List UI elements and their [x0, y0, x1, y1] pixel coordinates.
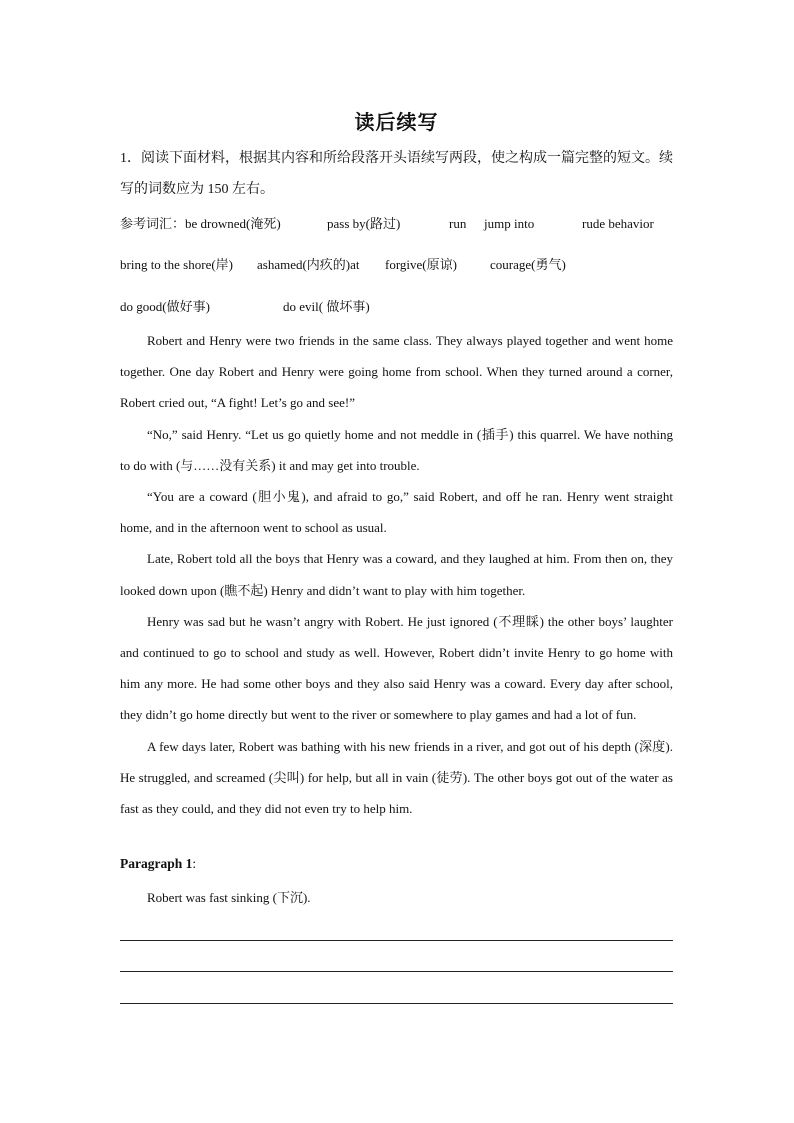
vocab-item: courage(勇气) — [490, 257, 566, 272]
vocab-item: forgive(原谅) — [385, 257, 457, 272]
writing-line[interactable] — [120, 940, 673, 941]
story-paragraph: Henry was sad but he wasn’t angry with Robert. He just ignored (不理睬) the other boys’ laughter and continued to go to school and study as well. However, Robert didn’t invite Henry to go home with him any more. He had some other boys and they also said Henry was a coward. Every day after school, they didn’t go home directly but went to the river or somewhere to play games and had a lot of fun. — [120, 613, 673, 723]
paragraph-1-colon: : — [192, 856, 197, 871]
vocab-row-3 — [120, 296, 370, 315]
vocab-row-2 — [120, 254, 566, 273]
vocab-item: do evil( 做坏事) — [283, 299, 370, 314]
paragraph-1-opening-sentence: Robert was fast sinking (下沉). — [147, 890, 311, 905]
vocab-item: do good(做好事) — [120, 299, 210, 314]
writing-line[interactable] — [120, 1003, 673, 1004]
writing-line[interactable] — [120, 971, 673, 972]
vocab-item: jump into — [484, 216, 535, 231]
vocab-item: rude behavior — [582, 216, 654, 231]
vocab-item: ashamed(内疚的)at — [257, 257, 360, 272]
story-paragraph: “You are a coward (胆小鬼), and afraid to go,” said Robert, and off he ran. Henry went straight home, and in the afternoon went to school as usual. — [120, 489, 673, 536]
vocab-item: bring to the shore(岸) — [120, 257, 234, 272]
story-paragraph: A few days later, Robert was bathing with his new friends in a river, and got out of his depth (深度). He struggled, and screamed (尖叫) for help, but all in vain (徒劳). The other boys got out of the water as fast as they could, and they did not even try to help him. — [120, 738, 673, 817]
paragraph-1-heading — [120, 856, 196, 872]
story-paragraph: “No,” said Henry. “Let us go quietly home and not meddle in (插手) this quarrel. We have nothing to do with (与……没有关系) it and may get into trouble. — [120, 426, 673, 473]
vocab-row-1 — [120, 213, 654, 232]
story-paragraph: Robert and Henry were two friends in the same class. They always played together and went home together. One day Robert and Henry were going home from school. When they turned around a corner, Robert cried out, “A fight! Let’s go and see!” — [120, 333, 673, 411]
vocab-item: pass by(路过) — [327, 216, 401, 231]
vocab-item: be drowned(淹死) — [185, 216, 281, 231]
story-text — [120, 325, 673, 824]
paragraph-1-label: Paragraph 1 — [120, 856, 193, 871]
page-title: 读后续写 — [354, 112, 439, 134]
vocab-item: run — [449, 216, 467, 231]
story-paragraph: Late, Robert told all the boys that Henry was a coward, and they laughed at him. From then on, they looked down upon (瞧不起) Henry and didn’t want to play with him together. — [120, 551, 673, 598]
task-instruction: 1．阅读下面材料，根据其内容和所给段落开头语续写两段，使之构成一篇完整的短文。续写的词数应为 150 左右。 — [120, 151, 673, 197]
vocab-label: 参考词汇： — [120, 216, 186, 231]
